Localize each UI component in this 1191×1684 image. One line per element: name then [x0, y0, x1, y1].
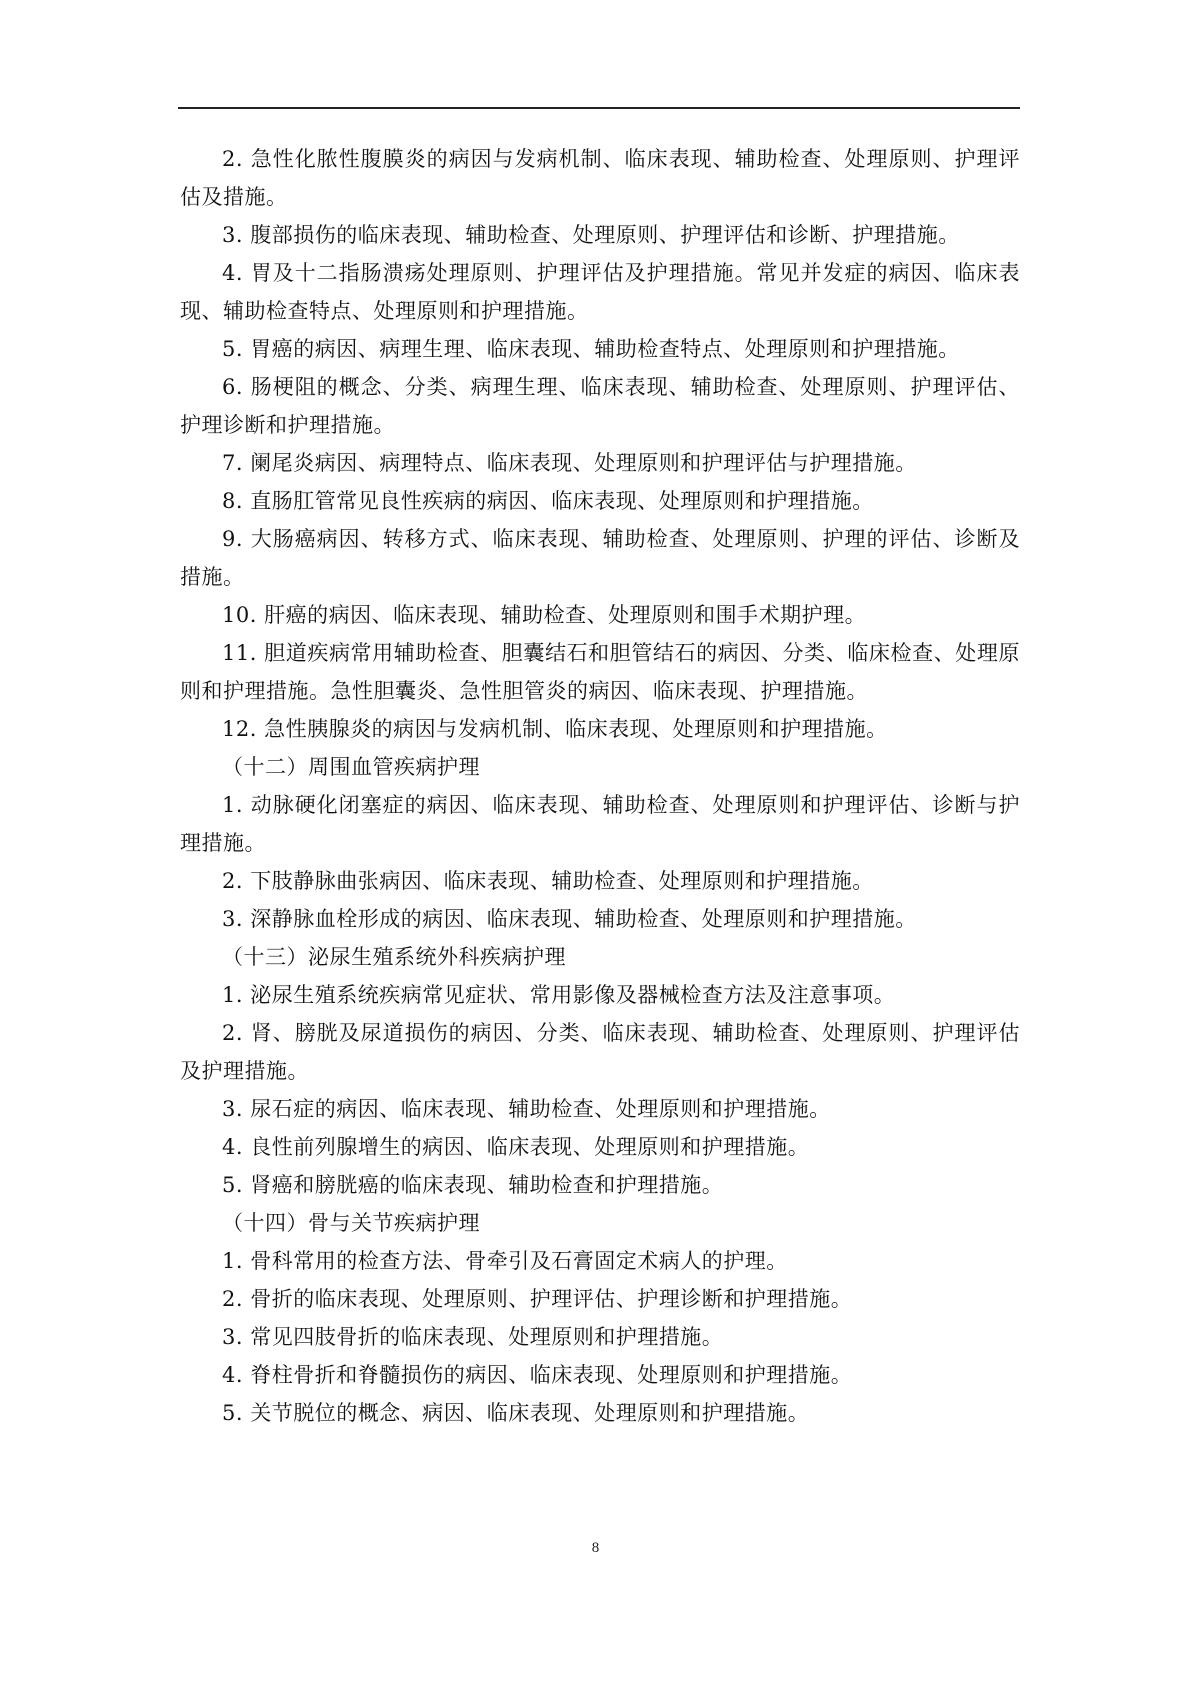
paragraph: 4. 脊柱骨折和脊髓损伤的病因、临床表现、处理原则和护理措施。	[222, 1363, 853, 1387]
paragraph: 6. 肠梗阻的概念、分类、病理生理、临床表现、辅助检查、处理原则、护理评估、护理诊断和护理措施。	[180, 375, 1020, 437]
page-number: 8	[591, 1540, 600, 1556]
paragraph: 2. 骨折的临床表现、处理原则、护理评估、护理诊断和护理措施。	[222, 1287, 853, 1311]
paragraph: 1. 骨科常用的检查方法、骨牵引及石膏固定术病人的护理。	[222, 1249, 788, 1273]
paragraph: 8. 直肠肛管常见良性疾病的病因、临床表现、处理原则和护理措施。	[222, 489, 874, 513]
paragraph: 7. 阑尾炎病因、病理特点、临床表现、处理原则和护理评估与护理措施。	[222, 451, 917, 475]
paragraph: 2. 急性化脓性腹膜炎的病因与发病机制、临床表现、辅助检查、处理原则、护理评估及措施。	[180, 147, 1020, 209]
paragraph: 2. 肾、膀胱及尿道损伤的病因、分类、临床表现、辅助检查、处理原则、护理评估及护理措施。	[180, 1021, 1020, 1083]
paragraph: 1. 泌尿生殖系统疾病常见症状、常用影像及器械检查方法及注意事项。	[222, 983, 896, 1007]
paragraph: 3. 常见四肢骨折的临床表现、处理原则和护理措施。	[222, 1325, 724, 1349]
paragraph: 5. 肾癌和膀胱癌的临床表现、辅助检查和护理措施。	[222, 1173, 724, 1197]
paragraph: 4. 胃及十二指肠溃疡处理原则、护理评估及护理措施。常见并发症的病因、临床表现、辅助检查特点、处理原则和护理措施。	[180, 261, 1020, 323]
paragraph: 9. 大肠癌病因、转移方式、临床表现、辅助检查、处理原则、护理的评估、诊断及措施。	[180, 527, 1020, 589]
section-heading: （十二）周围血管疾病护理	[222, 755, 480, 779]
paragraph: 4. 良性前列腺增生的病因、临床表现、处理原则和护理措施。	[222, 1135, 810, 1159]
section-heading: （十三）泌尿生殖系统外科疾病护理	[222, 945, 566, 969]
paragraph: 5. 胃癌的病因、病理生理、临床表现、辅助检查特点、处理原则和护理措施。	[222, 337, 960, 361]
paragraph: 12. 急性胰腺炎的病因与发病机制、临床表现、处理原则和护理措施。	[222, 717, 888, 741]
section-heading: （十四）骨与关节疾病护理	[222, 1211, 480, 1235]
paragraph: 3. 尿石症的病因、临床表现、辅助检查、处理原则和护理措施。	[222, 1097, 831, 1121]
paragraph: 2. 下肢静脉曲张病因、临床表现、辅助检查、处理原则和护理措施。	[222, 869, 874, 893]
header-rule	[178, 107, 1020, 109]
paragraph: 3. 深静脉血栓形成的病因、临床表现、辅助检查、处理原则和护理措施。	[222, 907, 917, 931]
document-body	[180, 140, 1020, 1432]
paragraph: 1. 动脉硬化闭塞症的病因、临床表现、辅助检查、处理原则和护理评估、诊断与护理措施。	[180, 793, 1020, 855]
paragraph: 5. 关节脱位的概念、病因、临床表现、处理原则和护理措施。	[222, 1401, 810, 1425]
paragraph: 3. 腹部损伤的临床表现、辅助检查、处理原则、护理评估和诊断、护理措施。	[222, 223, 960, 247]
paragraph: 10. 肝癌的病因、临床表现、辅助检查、处理原则和围手术期护理。	[222, 603, 867, 627]
paragraph: 11. 胆道疾病常用辅助检查、胆囊结石和胆管结石的病因、分类、临床检查、处理原则和护理措施。急性胆囊炎、急性胆管炎的病因、临床表现、护理措施。	[180, 641, 1020, 703]
